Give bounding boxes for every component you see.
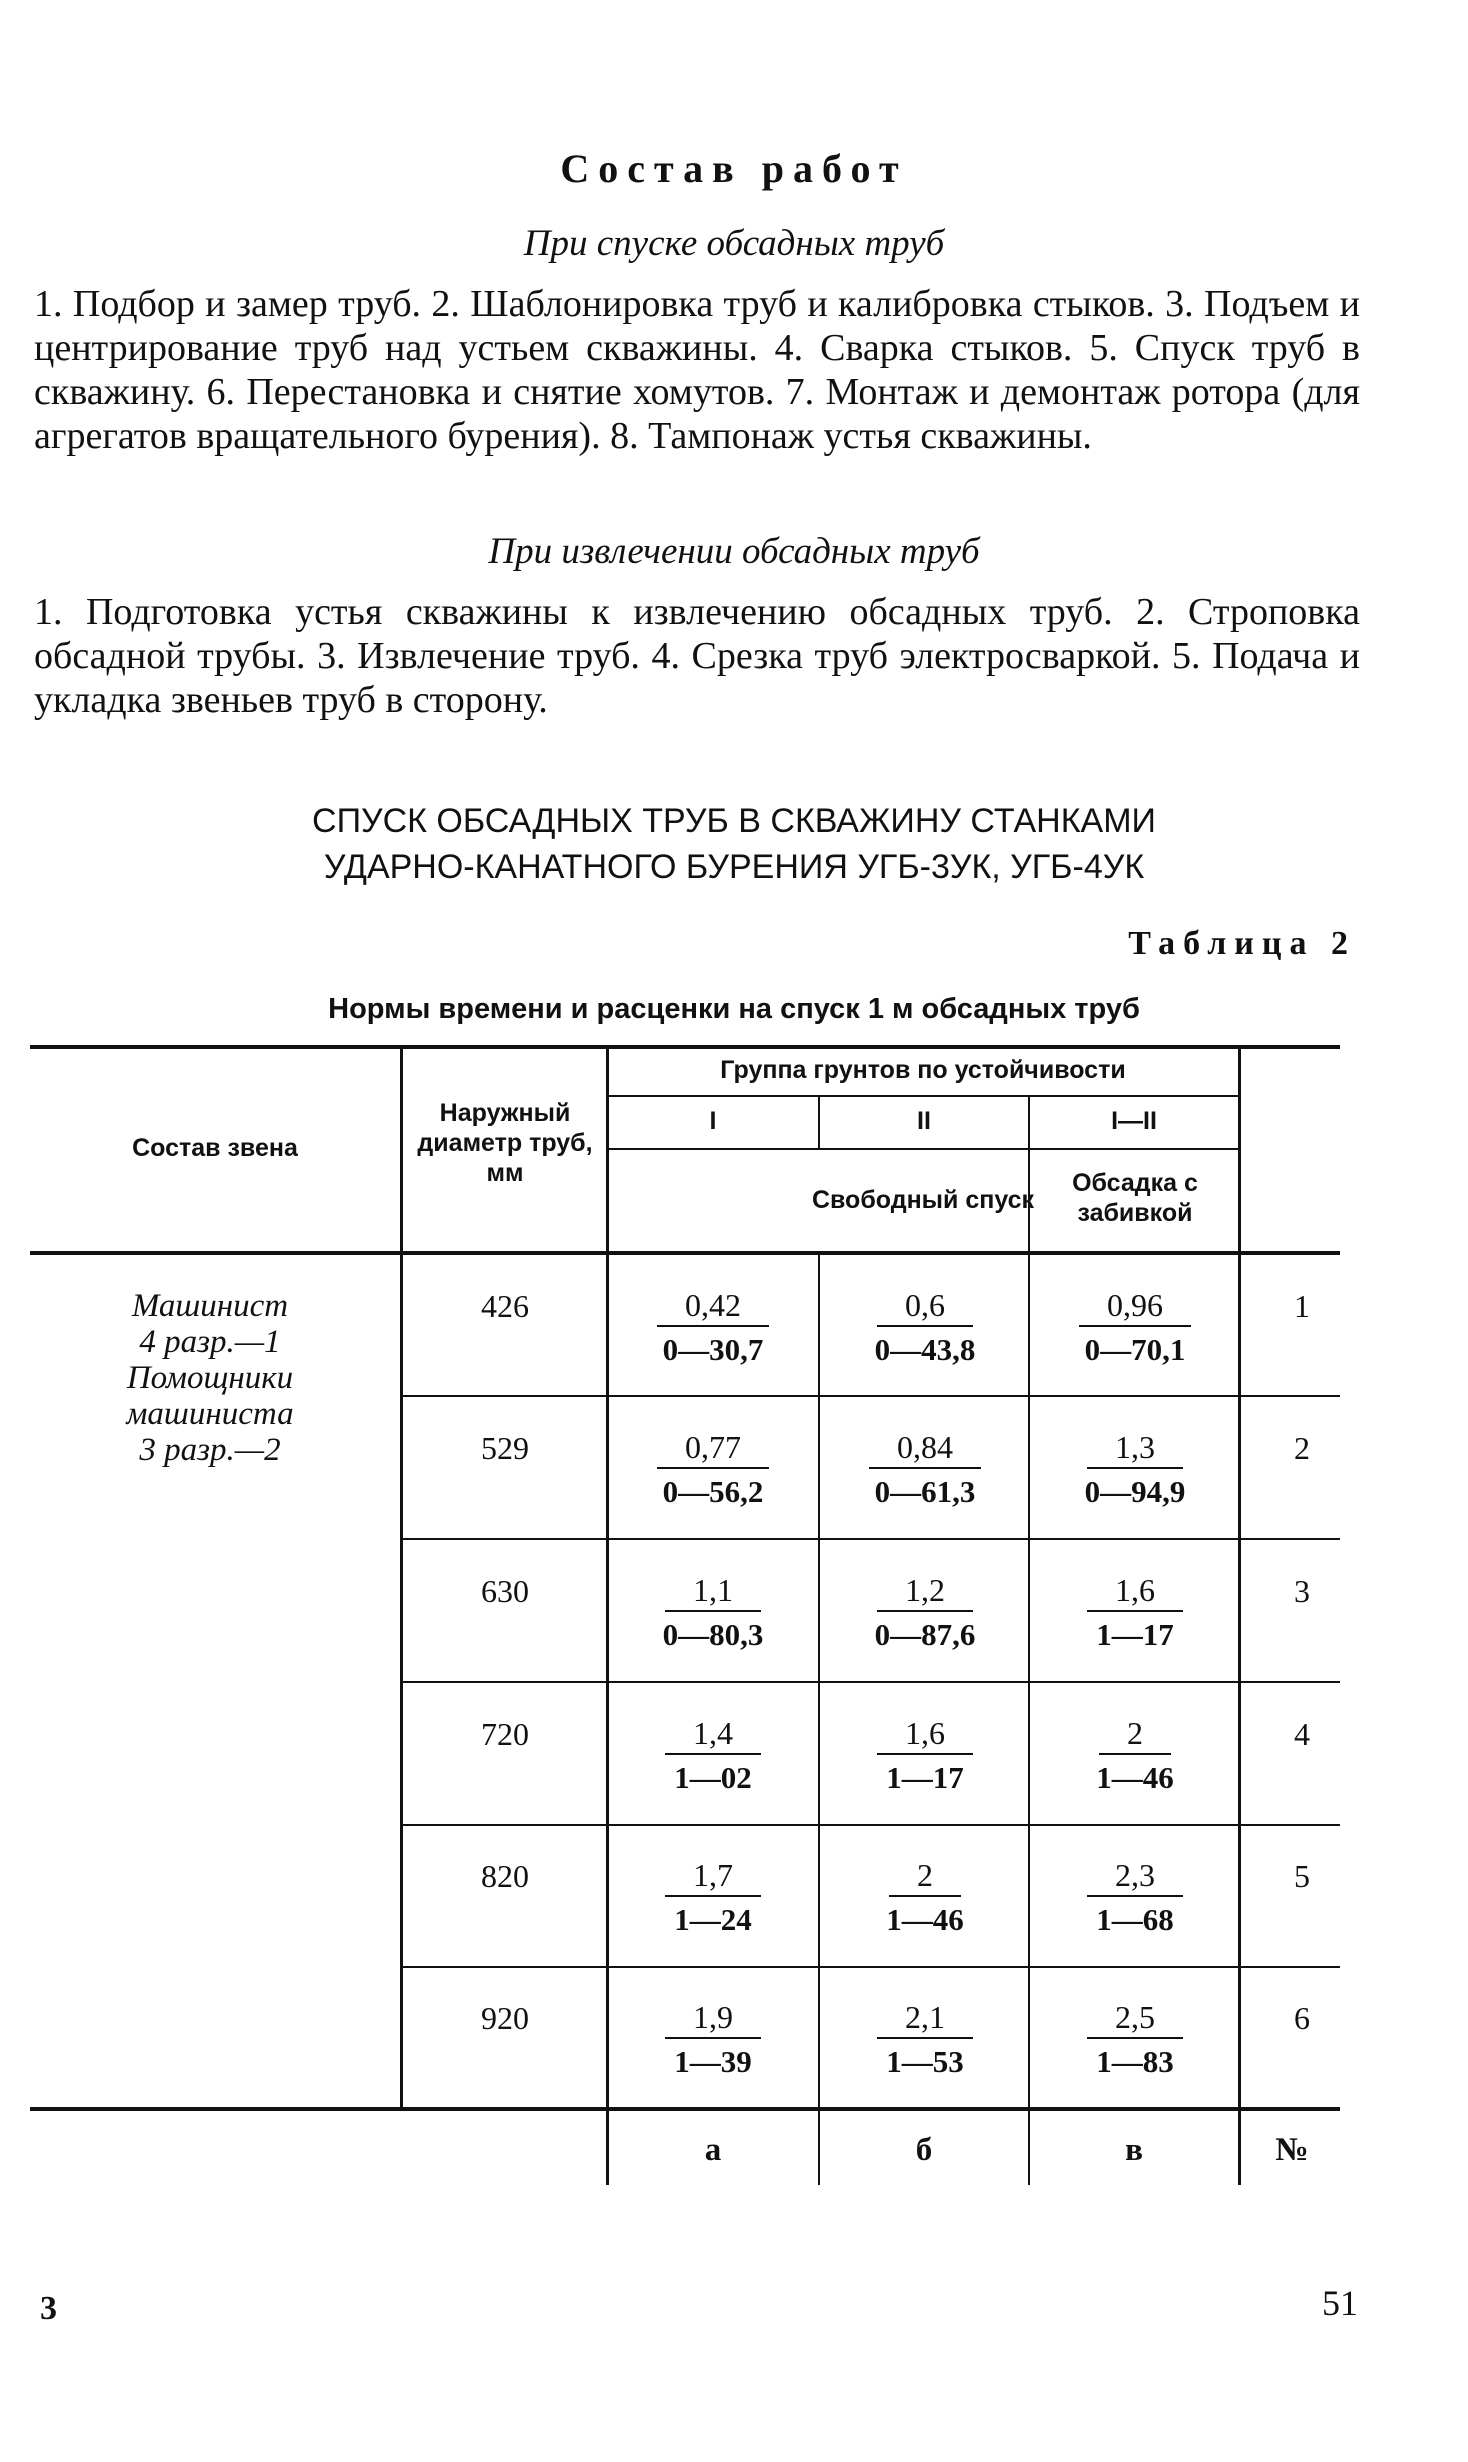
rate: 1—17 bbox=[886, 1760, 964, 1795]
rate: 1—17 bbox=[1096, 1617, 1174, 1652]
rate: 1—83 bbox=[1096, 2044, 1174, 2079]
diameter-cell: 720 bbox=[481, 1716, 529, 1752]
norm-cell-a bbox=[608, 1427, 818, 1513]
table-section-title-line2: УДАРНО-КАНАТНОГО БУРЕНИЯ УГБ-3УК, УГБ-4УК bbox=[323, 848, 1145, 886]
rate: 0—43,8 bbox=[874, 1332, 976, 1367]
page-marker-left: 3 bbox=[40, 2290, 57, 2327]
norm-time: 2,5 bbox=[1087, 1997, 1183, 2039]
norm-cell-b bbox=[820, 1713, 1030, 1799]
norm-cell-a bbox=[608, 1713, 818, 1799]
header-diameter: Наружный диаметр труб, мм bbox=[417, 1099, 593, 1187]
rate: 1—39 bbox=[674, 2044, 752, 2079]
row-number: 3 bbox=[1294, 1573, 1310, 1609]
row-number: 6 bbox=[1294, 2000, 1310, 2036]
diameter-cell: 820 bbox=[481, 1858, 529, 1894]
crew-line: машиниста bbox=[126, 1396, 294, 1432]
norm-cell-a bbox=[608, 1285, 818, 1371]
column-marker-a: а bbox=[704, 2132, 722, 2168]
norm-time: 1,6 bbox=[877, 1713, 973, 1755]
norm-time: 1,9 bbox=[665, 1997, 761, 2039]
norm-cell-b bbox=[820, 1285, 1030, 1371]
section-heading: Состав работ bbox=[560, 146, 908, 191]
crew-line: Машинист bbox=[131, 1288, 289, 1324]
norm-cell-b bbox=[820, 1855, 1030, 1941]
page-number: 51 bbox=[1322, 2283, 1358, 2323]
diameter-cell: 920 bbox=[481, 2000, 529, 2036]
norm-cell-b bbox=[820, 1427, 1030, 1513]
norm-cell-b bbox=[820, 1997, 1030, 2083]
norm-time: 0,6 bbox=[877, 1285, 973, 1327]
norm-time: 2 bbox=[1099, 1713, 1171, 1755]
paragraph-lowering: 1. Подбор и замер труб. 2. Шаблонировка труб и калибровка стыков. 3. Подъем и центрирование труб над устьем скважины. 4. Сварка стыков. 5. Спуск труб в скважину. 6. Перестановка и снятие хомутов. 7. Монтаж и демонтаж ротора (для агрегатов вращательного бурения). 8. Тампонаж устья скважины. bbox=[34, 283, 1360, 457]
norm-time: 1,6 bbox=[1087, 1570, 1183, 1612]
rate: 0—61,3 bbox=[874, 1474, 976, 1509]
header-free-lowering: Свободный спуск bbox=[811, 1186, 1035, 1214]
header-soil-group: Группа грунтов по устойчивости bbox=[720, 1056, 1126, 1084]
row-number: 5 bbox=[1294, 1858, 1310, 1894]
header-group-1-2: I—II bbox=[1111, 1107, 1157, 1135]
table-section-title-line1: СПУСК ОБСАДНЫХ ТРУБ В СКВАЖИНУ СТАНКАМИ bbox=[312, 802, 1156, 840]
norm-time: 0,96 bbox=[1079, 1285, 1191, 1327]
norm-cell-c bbox=[1030, 1855, 1240, 1941]
subheading-lowering: При спуске обсадных труб bbox=[523, 223, 945, 264]
rate: 1—02 bbox=[674, 1760, 752, 1795]
norm-cell-c bbox=[1030, 1570, 1240, 1656]
diameter-cell: 529 bbox=[481, 1430, 529, 1466]
norm-cell-c bbox=[1030, 1427, 1240, 1513]
norm-time: 1,7 bbox=[665, 1855, 761, 1897]
crew-line: Помощники bbox=[126, 1360, 294, 1396]
diameter-cell: 630 bbox=[481, 1573, 529, 1609]
column-marker-c: в bbox=[1125, 2132, 1143, 2168]
norm-cell-a bbox=[608, 1570, 818, 1656]
rate: 0—87,6 bbox=[874, 1617, 976, 1652]
norm-time: 2,1 bbox=[877, 1997, 973, 2039]
header-crew: Состав звена bbox=[132, 1134, 298, 1162]
norm-time: 0,42 bbox=[657, 1285, 769, 1327]
norm-time: 1,4 bbox=[665, 1713, 761, 1755]
norm-cell-c bbox=[1030, 1285, 1240, 1371]
header-casing-driving: Обсадка с забивкой bbox=[1072, 1169, 1198, 1227]
norm-time: 2,3 bbox=[1087, 1855, 1183, 1897]
row-number: 4 bbox=[1294, 1716, 1310, 1752]
rate: 1—46 bbox=[886, 1902, 964, 1937]
row-number: 1 bbox=[1294, 1288, 1310, 1324]
rate: 0—30,7 bbox=[662, 1332, 764, 1367]
crew-line: 3 разр.—2 bbox=[139, 1432, 281, 1468]
crew-composition bbox=[40, 1288, 380, 1468]
norm-cell-c bbox=[1030, 1713, 1240, 1799]
norm-time: 1,3 bbox=[1087, 1427, 1183, 1469]
crew-line: 4 разр.—1 bbox=[139, 1324, 281, 1360]
table-caption: Нормы времени и расценки на спуск 1 м обсадных труб bbox=[328, 993, 1140, 1025]
norm-cell-b bbox=[820, 1570, 1030, 1656]
rate: 1—46 bbox=[1096, 1760, 1174, 1795]
column-marker-b: б bbox=[915, 2132, 933, 2168]
rate: 1—24 bbox=[674, 1902, 752, 1937]
norm-time: 0,84 bbox=[869, 1427, 981, 1469]
subheading-extraction: При извлечении обсадных труб bbox=[488, 531, 980, 572]
rate: 0—70,1 bbox=[1084, 1332, 1186, 1367]
paragraph-extraction: 1. Подготовка устья скважины к извлечению обсадных труб. 2. Строповка обсадной трубы. 3. Извлечение труб. 4. Срезка труб электросваркой. 5. Подача и укладка звеньев труб в сторону. bbox=[34, 591, 1360, 721]
column-marker-number: № bbox=[1275, 2132, 1309, 2168]
norm-cell-a bbox=[608, 1997, 818, 2083]
rate: 0—56,2 bbox=[662, 1474, 764, 1509]
diameter-cell: 426 bbox=[481, 1288, 529, 1324]
norm-cell-a bbox=[608, 1855, 818, 1941]
norm-cell-c bbox=[1030, 1997, 1240, 2083]
table-section-title bbox=[0, 798, 1468, 890]
norm-time: 2 bbox=[889, 1855, 961, 1897]
rate: 1—68 bbox=[1096, 1902, 1174, 1937]
norm-time: 1,2 bbox=[877, 1570, 973, 1612]
row-number: 2 bbox=[1294, 1430, 1310, 1466]
rate: 1—53 bbox=[886, 2044, 964, 2079]
table-label: Таблица 2 bbox=[1128, 925, 1356, 962]
norm-time: 0,77 bbox=[657, 1427, 769, 1469]
rate: 0—80,3 bbox=[662, 1617, 764, 1652]
header-group-2: II bbox=[917, 1107, 931, 1135]
rate: 0—94,9 bbox=[1084, 1474, 1186, 1509]
header-group-1: I bbox=[709, 1107, 717, 1135]
norm-time: 1,1 bbox=[665, 1570, 761, 1612]
